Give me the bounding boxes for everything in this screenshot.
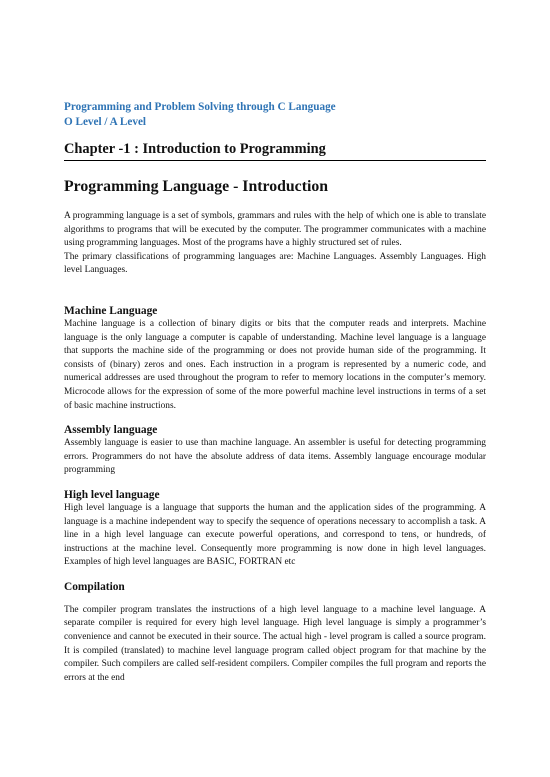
machine-language-heading: Machine Language bbox=[64, 304, 158, 317]
classification-paragraph: The primary classifications of programming languages are: Machine Languages. Assembly Languages. High level Languages. bbox=[64, 251, 486, 276]
course-title: Programming and Problem Solving through C Language bbox=[64, 101, 336, 113]
intro-paragraph: A programming language is a set of symbols, grammars and rules with the help of which one is able to translate algorithms to programs that will be executed by the computer. The programmer communicates with a machine using programming languages. Most of the programs have a highly structured set of rules. bbox=[64, 211, 486, 249]
compilation-body: The compiler program translates the instructions of a high level language to a machine level language. A separate compiler is required for every high level language. High level language is simply a programmer’s convenience and cannot be executed in their source. The actual high - level program is called a source program. It is compiled (translated) to machine level language program called object program for that machine by the compiler. Such compilers are called self-resident compilers. Compiler compiles the full program and reports the errors at the end bbox=[64, 604, 486, 683]
page-title: Programming Language - Introduction bbox=[64, 178, 329, 195]
chapter-title: Chapter -1 : Introduction to Programming bbox=[64, 140, 486, 161]
compilation-heading: Compilation bbox=[64, 580, 125, 593]
assembly-language-heading: Assembly language bbox=[64, 424, 158, 437]
high-level-language-body: High level language is a language that supports the human and the application sides of the programming. A language is a machine independent way to specify the sequence of operations necessary to accomplish a task. A line in a high level language can execute powerful operations, and correspond to tens, or hundreds, of instructions at the machine level. Consequently more programming is now done in high level languages. Examples of high level languages are BASIC, FORTRAN etc bbox=[64, 502, 486, 568]
machine-language-body: Machine language is a collection of binary digits or bits that the computer reads and interprets. Machine language is the only language a computer is capable of understanding. Machine level language is a language that supports the machine side of the programming or does not provide human side of the programming. It consists of (binary) zeros and ones. Each instruction in a program is represented by a numeric code, and numerical addresses are used throughout the program to refer to memory locations in the computer’s memory. Microcode allows for the expression of some of the more powerful machine level instructions in terms of a set of basic machine instructions. bbox=[64, 318, 486, 411]
high-level-language-heading: High level language bbox=[64, 488, 160, 501]
assembly-language-body: Assembly language is easier to use than machine language. An assembler is useful for detecting programming errors. Programmers do not have the absolute address of data items. Assembly language encourage modular programming bbox=[64, 438, 486, 476]
course-level: O Level / A Level bbox=[64, 116, 147, 128]
